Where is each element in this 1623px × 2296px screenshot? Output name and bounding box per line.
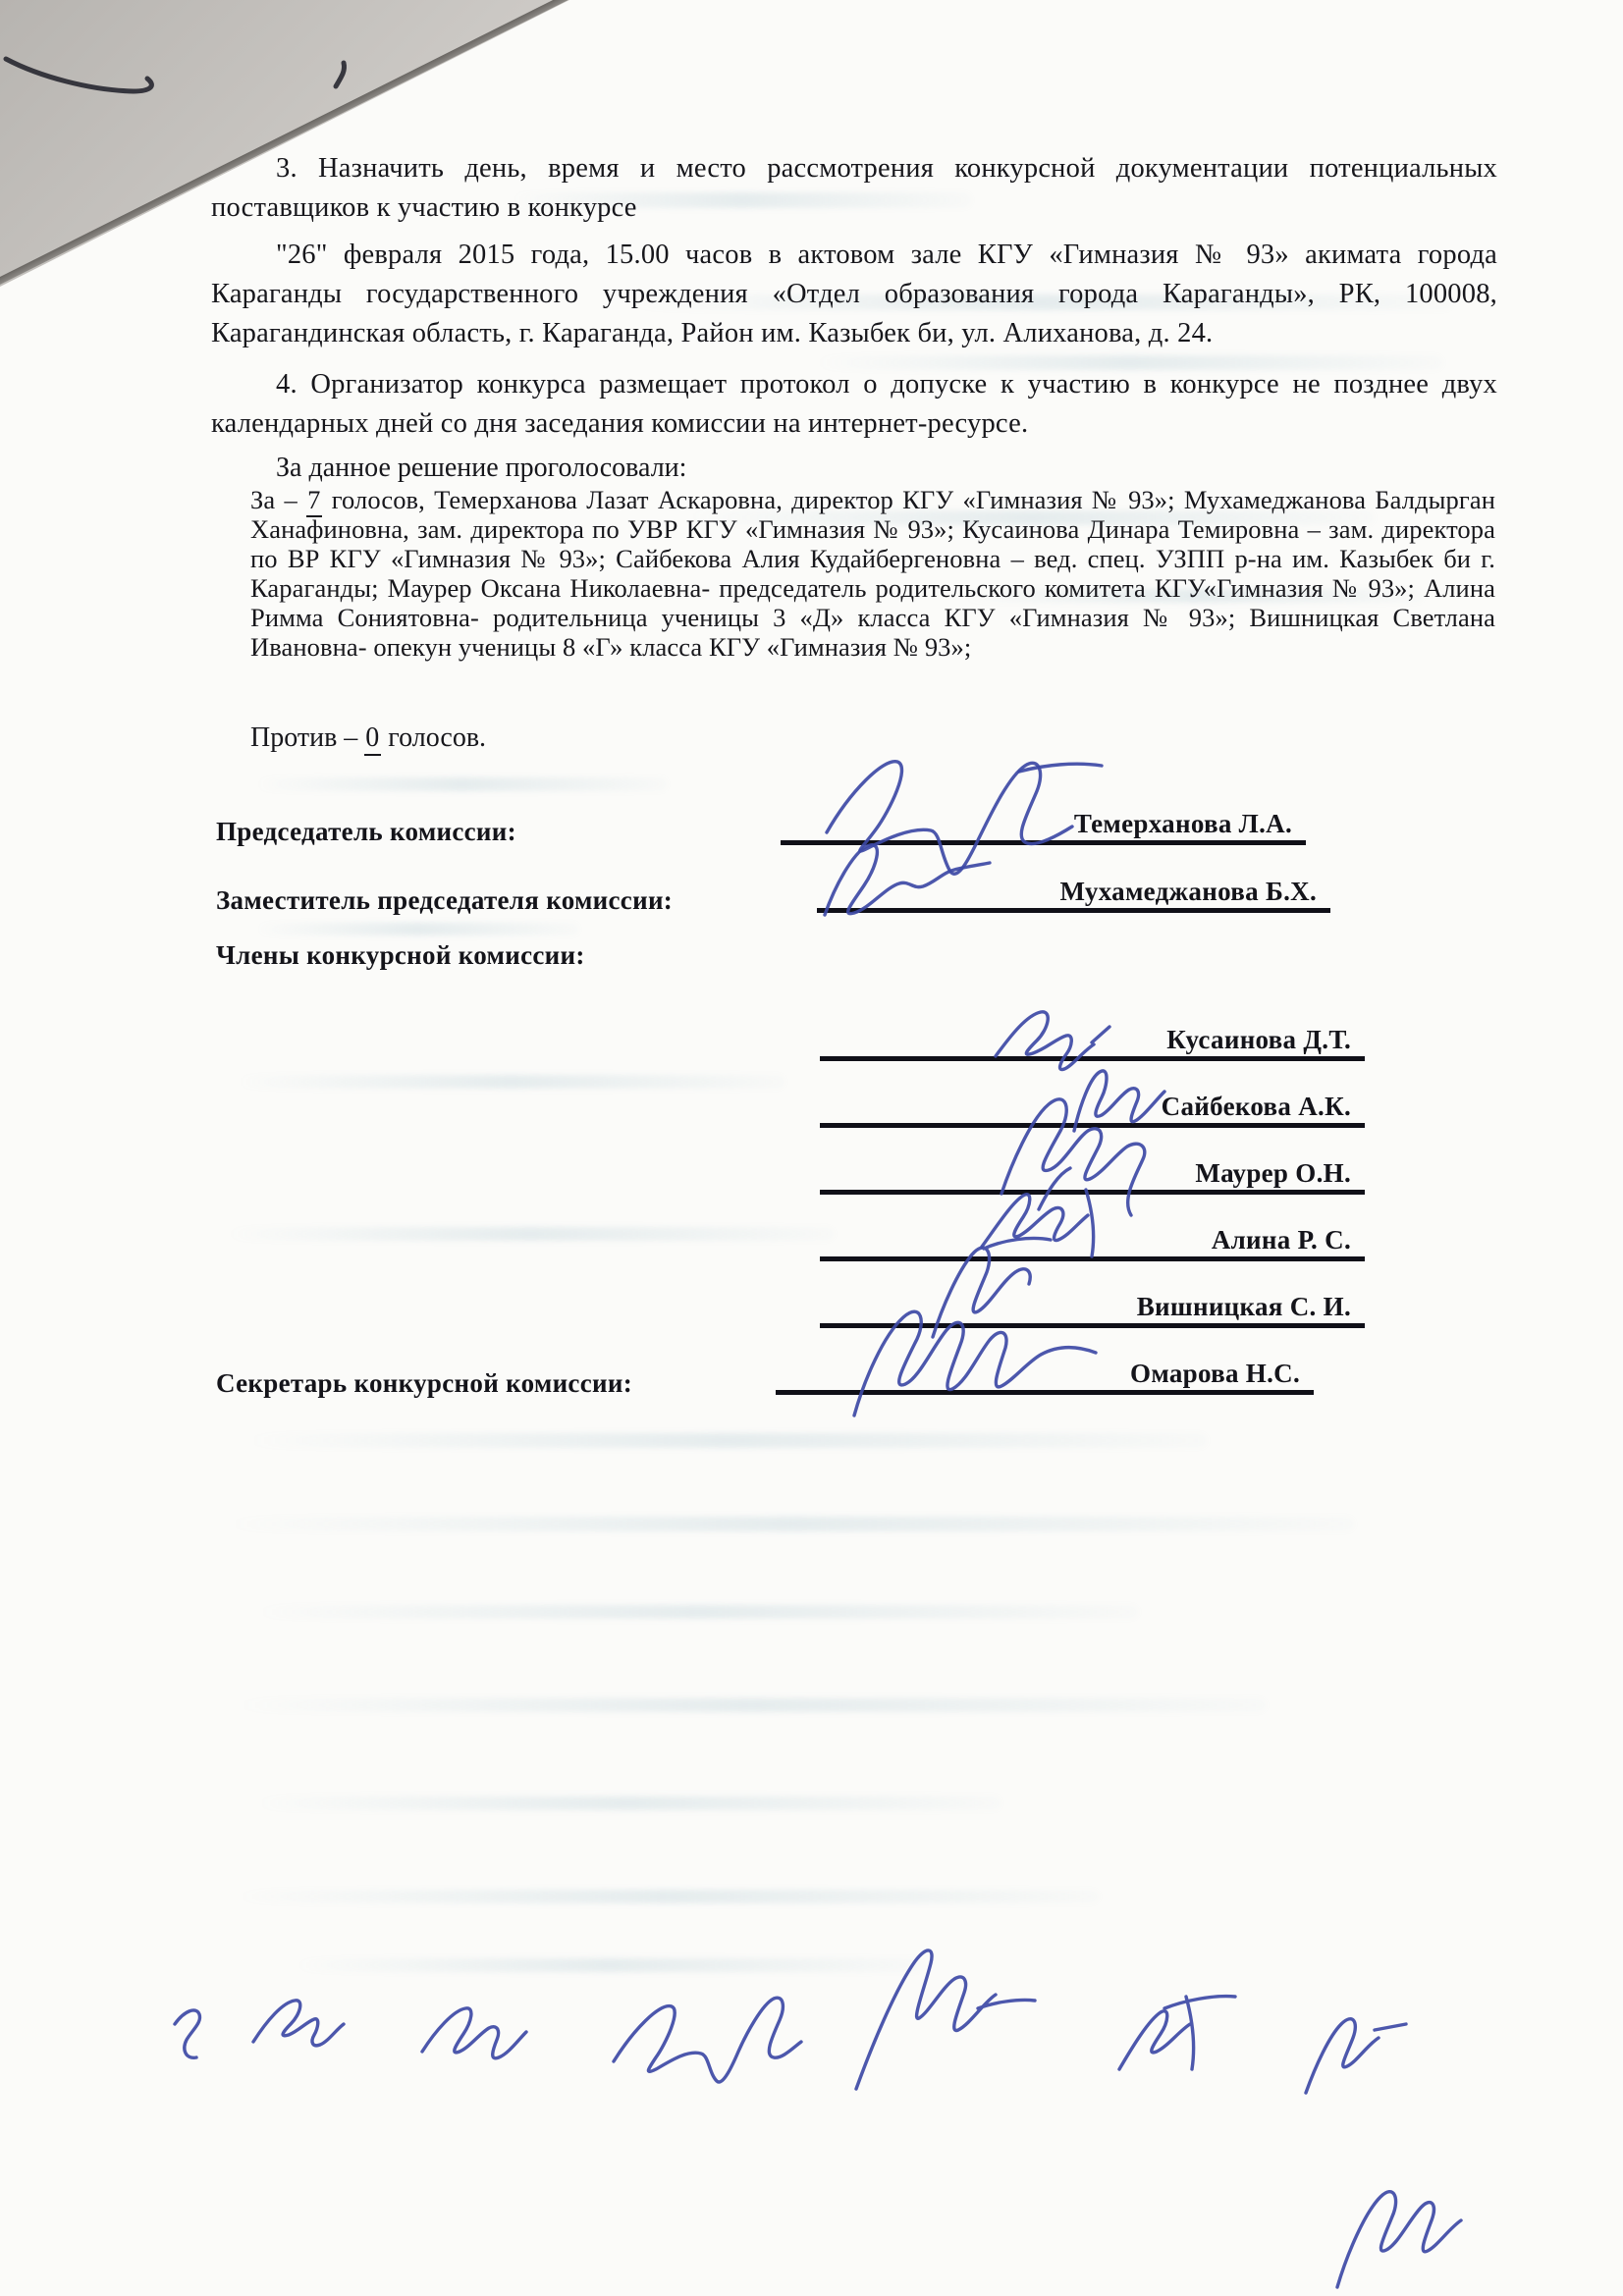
signature-temerkhanova-flourish [1019, 764, 1102, 772]
member-name: Кусаинова Д.Т. [1166, 1025, 1351, 1054]
paragraph-date-place: "26" февраля 2015 года, 15.00 часов в актовом зале КГУ «Гимназия № 93» акимата города Караганды государственного учреждения «Отдел образования города Караганды», РК, 100008, Карагандинская область, г. Караганда, Район им. Казыбек би, ул. Алиханова, д. 24. [211, 240, 1497, 348]
bleed-through-smudge [236, 1698, 1267, 1712]
member-name: Алина Р. С. [1211, 1225, 1351, 1255]
bottom-signature-6 [1119, 1997, 1235, 2069]
bleed-through-smudge [255, 777, 668, 791]
secretary-label: Секретарь конкурсной комиссии: [216, 1368, 633, 1398]
member-name: Сайбекова А.К. [1161, 1092, 1351, 1121]
deputy-chairman-signature-line [817, 875, 1330, 913]
bottom-signature-2 [253, 2001, 344, 2046]
vote-against-line [250, 721, 486, 755]
bleed-through-smudge [295, 1958, 923, 1972]
bleed-through-smudge [255, 1796, 1001, 1810]
vote-against-prefix: Против – [250, 722, 365, 753]
member-signature-line [820, 1223, 1365, 1261]
bleed-through-smudge [236, 1075, 785, 1089]
bleed-through-smudge [226, 1227, 835, 1241]
member-signature-line [820, 1156, 1365, 1195]
member-name: Вишницкая С. И. [1136, 1292, 1351, 1321]
vote-intro-line: За данное решение проголосовали: [276, 453, 687, 483]
paragraph-item-4: 4. Организатор конкурса размещает протокол о допуске к участию в конкурсе не позднее двух календарных дней со дня заседания комиссии на интернет-ресурсе. [211, 369, 1497, 439]
vote-for-list: голосов, Темерханова Лазат Аскаровна, директор КГУ «Гимназия № 93»; Мухамеджанова Балдырган Ханафиновна, зам. директора по УВР КГУ «Гимназия № 93»; Кусаинова Динара Темировна – зам. директора по ВР КГУ «Гимназия № 93»; Сайбекова Алия Кудайбергеновна – вед. спец. УЗПП р-на им. Казыбек би г. Караганды; Маурер Оксана Николаевна- председатель родительского комитета КГУ«Гимназия № 93»; Алина Римма Сониятовна- родительница ученицы 3 «Д» класса КГУ «Гимназия № 93»; Вишницкая Светлана Ивановна- опекун ученицы 8 «Г» класса КГУ «Гимназия № 93»; [250, 485, 1495, 662]
vote-for-prefix: За – [250, 485, 307, 514]
member-signature-line [820, 1090, 1365, 1128]
bleed-through-smudge [226, 1517, 1355, 1531]
deputy-chairman-name: Мухамеджанова Б.Х. [1059, 877, 1317, 906]
bottom-signature-1 [175, 2010, 200, 2057]
secretary-signature-line [776, 1357, 1314, 1395]
bleed-through-smudge [255, 923, 579, 935]
commission-members-label: Члены конкурсной комиссии: [216, 940, 585, 970]
member-signature-line [820, 1023, 1365, 1061]
vote-against-count: 0 [364, 722, 381, 756]
bottom-signature-8 [1337, 2192, 1461, 2287]
chairman-name: Темерханова Л.А. [1073, 809, 1292, 838]
chairman-signature-line [781, 807, 1306, 845]
paragraph-item-3: 3. Назначить день, время и место рассмотрения конкурсной документации потенциальных поставщиков к участию в конкурсе [211, 153, 1497, 223]
bleed-through-smudge [236, 1890, 1100, 1903]
bleed-through-smudge [245, 1433, 1208, 1448]
bottom-signature-4 [614, 1998, 801, 2082]
member-signature-line [820, 1290, 1365, 1328]
bottom-signature-3 [422, 2008, 526, 2058]
secretary-name: Омарова Н.С. [1130, 1359, 1300, 1388]
member-name: Маурер О.Н. [1195, 1158, 1351, 1188]
vote-against-suffix: голосов. [381, 722, 487, 753]
deputy-chairman-label: Заместитель председателя комиссии: [216, 885, 674, 915]
chairman-label: Председатель комиссии: [216, 817, 516, 846]
vote-for-count: 7 [306, 485, 322, 517]
vote-for-paragraph [250, 485, 1495, 662]
bottom-signature-7 [1306, 2019, 1406, 2093]
bleed-through-smudge [255, 1605, 1139, 1619]
